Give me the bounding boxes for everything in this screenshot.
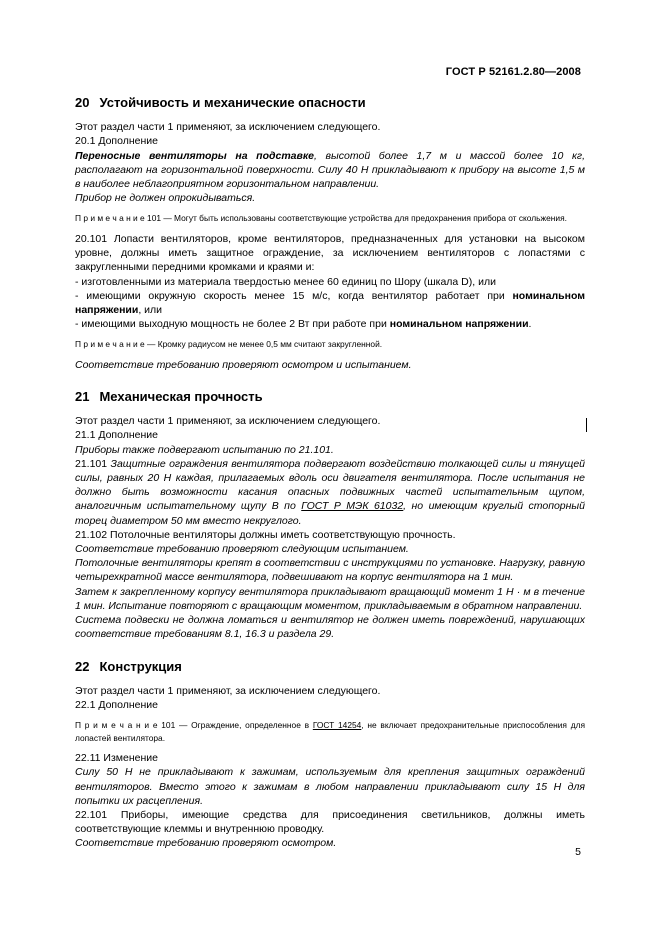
- section-title-text: Механическая прочность: [99, 389, 263, 405]
- note-text: , не включает предохранительные приспособления для лопастей вентилятора.: [75, 720, 586, 743]
- section-number: 21: [75, 389, 90, 405]
- list-text: - имеющими окружную скорость менее 15 м/с, когда вентилятор работает при: [75, 289, 513, 302]
- paragraph-text: Соответствие требованию проверяют осмотром и испытанием.: [75, 358, 412, 371]
- section-22-title: [75, 660, 585, 674]
- section-title-text: Устойчивость и механические опасности: [99, 95, 366, 110]
- paragraph: Этот раздел части 1 применяют, за исключением следующего.: [75, 121, 381, 134]
- paragraph-text: Силу 50 Н не прикладывают к зажимам, используемым для крепления защитных ограждений вентиляторов. Вместо этого к зажимам в любом направлении прикладывают силу 15 Н для попытки их расцепления.: [75, 766, 585, 807]
- subsection-heading: 22.11 Изменение: [75, 752, 158, 765]
- paragraph: [75, 191, 585, 205]
- list-item: [75, 317, 585, 331]
- paragraph: [75, 613, 585, 641]
- paragraph: Этот раздел части 1 применяют, за исключением следующего.: [75, 415, 381, 428]
- list-text: - имеющими выходную мощность не более 2 Вт при работе при: [75, 318, 390, 331]
- paragraph: [75, 443, 585, 457]
- subsection-heading: 22.1 Дополнение: [75, 698, 158, 711]
- document-body: [75, 96, 585, 851]
- paragraph: [75, 556, 585, 584]
- term-bold: номинальном напряжении: [389, 318, 529, 331]
- paragraph: [75, 542, 585, 556]
- paragraph-text: , но имеющим круглый стопорный торец диаметром 50 мм вместо некруглого.: [75, 500, 585, 527]
- standard-link[interactable]: ГОСТ Р МЭК 61032: [301, 500, 404, 513]
- term-bold: номинальном напряжении: [75, 289, 585, 316]
- note-label: П р и м е ч а н и е: [75, 720, 158, 731]
- paragraph: [75, 765, 585, 808]
- section-20-title: [75, 96, 585, 110]
- clause-number: 21.101: [75, 457, 108, 470]
- note: [75, 338, 585, 351]
- paragraph: [75, 836, 585, 850]
- note: [75, 719, 585, 744]
- paragraph: [75, 358, 585, 372]
- section-number: 20: [75, 95, 90, 110]
- text-cursor: [586, 418, 587, 432]
- section-title-text: Конструкция: [99, 658, 182, 674]
- list-item: - изготовленными из материала твердостью менее 60 единиц по Шору (шкала D), или: [75, 275, 496, 288]
- note-label: П р и м е ч а н и е: [75, 339, 145, 350]
- note-text: 101 — Ограждение, определенное в: [157, 720, 313, 731]
- list-text: , или: [138, 303, 163, 316]
- section-21-title: [75, 390, 585, 404]
- subsection-heading: 21.1 Дополнение: [75, 429, 158, 442]
- list-item: [75, 289, 585, 317]
- paragraph: 21.102 Потолочные вентиляторы должны иметь соответствующую прочность.: [75, 528, 456, 541]
- paragraph: Этот раздел части 1 применяют, за исключением следующего.: [75, 684, 381, 697]
- paragraph-text: Система подвески не должна ломаться и вентилятор не должен иметь повреждений, нарушающих соответствие требованиям 8.1, 16.3 и раздела 29.: [75, 614, 585, 641]
- paragraph-text: Прибор не должен опрокидываться.: [75, 192, 256, 205]
- note-text: 101 — Могут быть использованы соответствующие устройства для предохранения прибора от скольжения.: [144, 213, 567, 224]
- paragraph: [75, 457, 585, 528]
- paragraph-text: Затем к закрепленному корпусу вентилятора прикладывают вращающий момент 1 Н · м в течение 1 мин. Испытание повторяют с вращающим моментом, прикладываемым в обратном направлении.: [75, 585, 585, 612]
- note: [75, 212, 585, 225]
- paragraph-text: Защитные ограждения вентилятора подвергают воздействию толкающей силы и тянущей силы, равных 20 Н каждая, прилагаемых вдоль оси двигателя вентилятора. После испытания не должно быть возможности касания опасных подвижных частей испытательным щупом, аналогичным испытательному щупу В по: [75, 457, 585, 513]
- note-label: П р и м е ч а н и е: [75, 213, 145, 224]
- paragraph: 22.101 Приборы, имеющие средства для присоединения светильников, должны иметь соответствующие клеммы и внутреннюю проводку.: [75, 808, 585, 836]
- paragraph-text: , высотой более 1,7 м и массой более 10 кг, располагают на горизонтальной поверхности. Силу 40 Н прикладывают к прибору на высоте 1,5 м в наиболее неблагоприятном горизонтальном направлении.: [75, 149, 585, 191]
- standard-link[interactable]: ГОСТ 14254: [312, 720, 362, 731]
- document-header: ГОСТ Р 52161.2.80—2008: [445, 66, 581, 78]
- section-number: 22: [75, 658, 90, 674]
- paragraph: 20.101 Лопасти вентиляторов, кроме вентиляторов, предназначенных для установки на высоком уровне, должны иметь защитное ограждение, за исключением вентиляторов с лопастями с закругленными передними кромками и краями и:: [75, 232, 585, 274]
- paragraph: [75, 585, 585, 613]
- subsection-heading: 20.1 Дополнение: [75, 135, 158, 148]
- paragraph-text: Приборы также подвергают испытанию по 21.101.: [75, 443, 334, 456]
- paragraph-text: Соответствие требованию проверяют осмотром.: [75, 837, 337, 850]
- paragraph-text: Соответствие требованию проверяют следующим испытанием.: [75, 543, 409, 556]
- paragraph-text: Потолочные вентиляторы крепят в соответствии с инструкциями по установке. Нагрузку, равную четырехкратной массе вентилятора, подвешивают на корпус вентилятора на 1 мин.: [75, 557, 585, 584]
- note-text: — Кромку радиусом не менее 0,5 мм считают закругленной.: [144, 339, 383, 350]
- term-bold: Переносные вентиляторы на подставке: [75, 149, 315, 162]
- paragraph: [75, 149, 585, 192]
- list-text: .: [528, 318, 532, 331]
- page-number: 5: [575, 846, 581, 858]
